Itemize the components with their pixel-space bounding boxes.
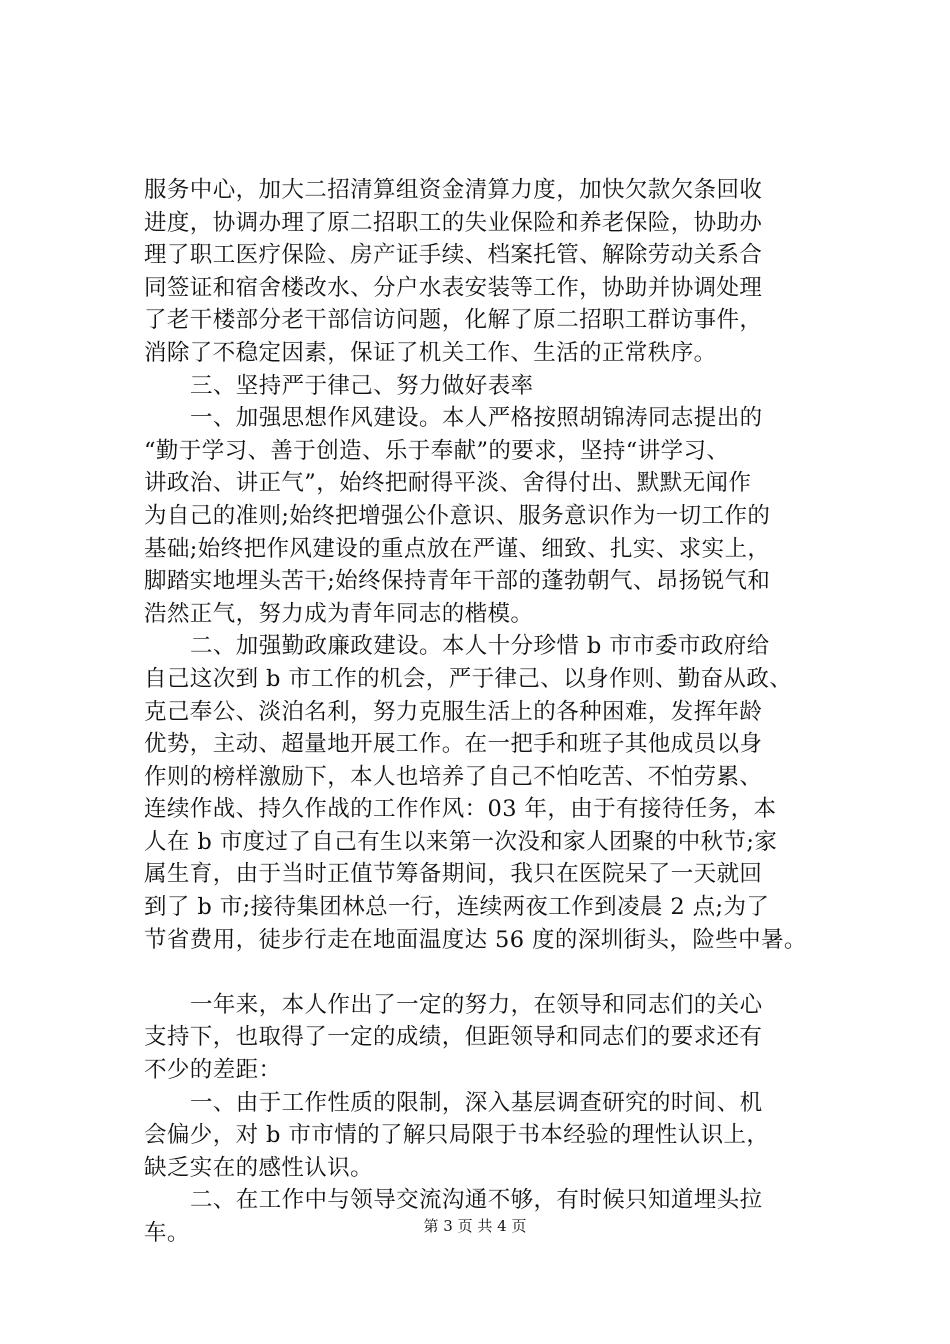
text-line: 一、由于工作性质的限制，深入基层调查研究的时间、机 — [190, 1089, 763, 1116]
text-line: 为自己的准则;始终把增强公仆意识、服务意识作为一切工作的 — [144, 502, 771, 529]
text-line: 服务中心，加大二招清算组资金清算力度，加快欠款欠条回收 — [144, 177, 763, 203]
text-line: 同签证和宿舍楼改水、分户水表安装等工作，协助并协调处理 — [144, 274, 763, 301]
text-line: 不少的差距： — [144, 1057, 282, 1084]
page-footer: 第 3 页 共 4 页 — [423, 1217, 527, 1235]
text-line: 一年来，本人作出了一定的努力，在领导和同志们的关心 — [190, 991, 763, 1018]
text-line: 二、加强勤政廉政建设。本人十分珍惜 b 市市委市政府给 — [190, 633, 770, 660]
text-line: 属生育，由于当时正值节筹备期间，我只在医院呆了一天就回 — [144, 861, 763, 888]
text-line: 优势，主动、超量地开展工作。在一把手和班子其他成员以身 — [144, 731, 763, 758]
text-line: 讲政治、讲正气”，始终把耐得平淡、舍得付出、默默无闻作 — [144, 470, 752, 497]
text-line: 到了 b 市;接待集团林总一行，连续两夜工作到凌晨 2 点;为了 — [144, 894, 770, 921]
text-line: 车。 — [144, 1220, 190, 1246]
text-line: 节省费用，徒步行走在地面温度达 56 度的深圳街头，险些中暑。 — [144, 926, 807, 953]
text-line: 人在 b 市度过了自己有生以来第一次没和家人团聚的中秋节;家 — [144, 828, 778, 855]
text-line: 基础;始终把作风建设的重点放在严谨、细致、扎实、求实上， — [144, 535, 771, 562]
text-line: 连续作战、持久作战的工作作风：03 年，由于有接待任务，本 — [144, 796, 777, 823]
text-line: 会偏少，对 b 市市情的了解只局限于书本经验的理性认识上， — [144, 1122, 770, 1149]
document-body — [144, 174, 864, 1250]
text-line: 了老干楼部分老干部信访问题，化解了原二招职工群访事件， — [144, 307, 763, 334]
text-line: 三、坚持严于律己、努力做好表率 — [190, 372, 534, 399]
text-line: 理了职工医疗保险、房产证手续、档案托管、解除劳动关系合 — [144, 242, 763, 269]
text-line: 二、在工作中与领导交流沟通不够，有时候只知道埋头拉 — [190, 1187, 763, 1214]
text-line: 支持下，也取得了一定的成绩，但距领导和同志们的要求还有 — [144, 1024, 763, 1051]
blank-line — [144, 956, 864, 989]
text-line: 脚踏实地埋头苦干;始终保持青年干部的蓬勃朝气、昂扬锐气和 — [144, 568, 771, 595]
text-line: 一、加强思想作风建设。本人严格按照胡锦涛同志提出的 — [190, 405, 763, 432]
text-line: 进度，协调办理了原二招职工的失业保险和养老保险，协助办 — [144, 209, 763, 236]
text-line: “勤于学习、善于创造、乐于奉献”的要求，坚持“讲学习、 — [144, 437, 730, 464]
text-line: 自己这次到 b 市工作的机会，严于律己、以身作则、勤奋从政、 — [144, 665, 793, 692]
text-line: 缺乏实在的感性认识。 — [144, 1154, 374, 1181]
text-line: 克己奉公、淡泊名利，努力克服生活上的各种困难，发挥年龄 — [144, 698, 763, 725]
text-line: 作则的榜样激励下，本人也培养了自己不怕吃苦、不怕劳累、 — [144, 763, 763, 790]
text-line: 消除了不稳定因素，保证了机关工作、生活的正常秩序。 — [144, 339, 717, 366]
text-line: 浩然正气，努力成为青年同志的楷模。 — [144, 600, 534, 627]
